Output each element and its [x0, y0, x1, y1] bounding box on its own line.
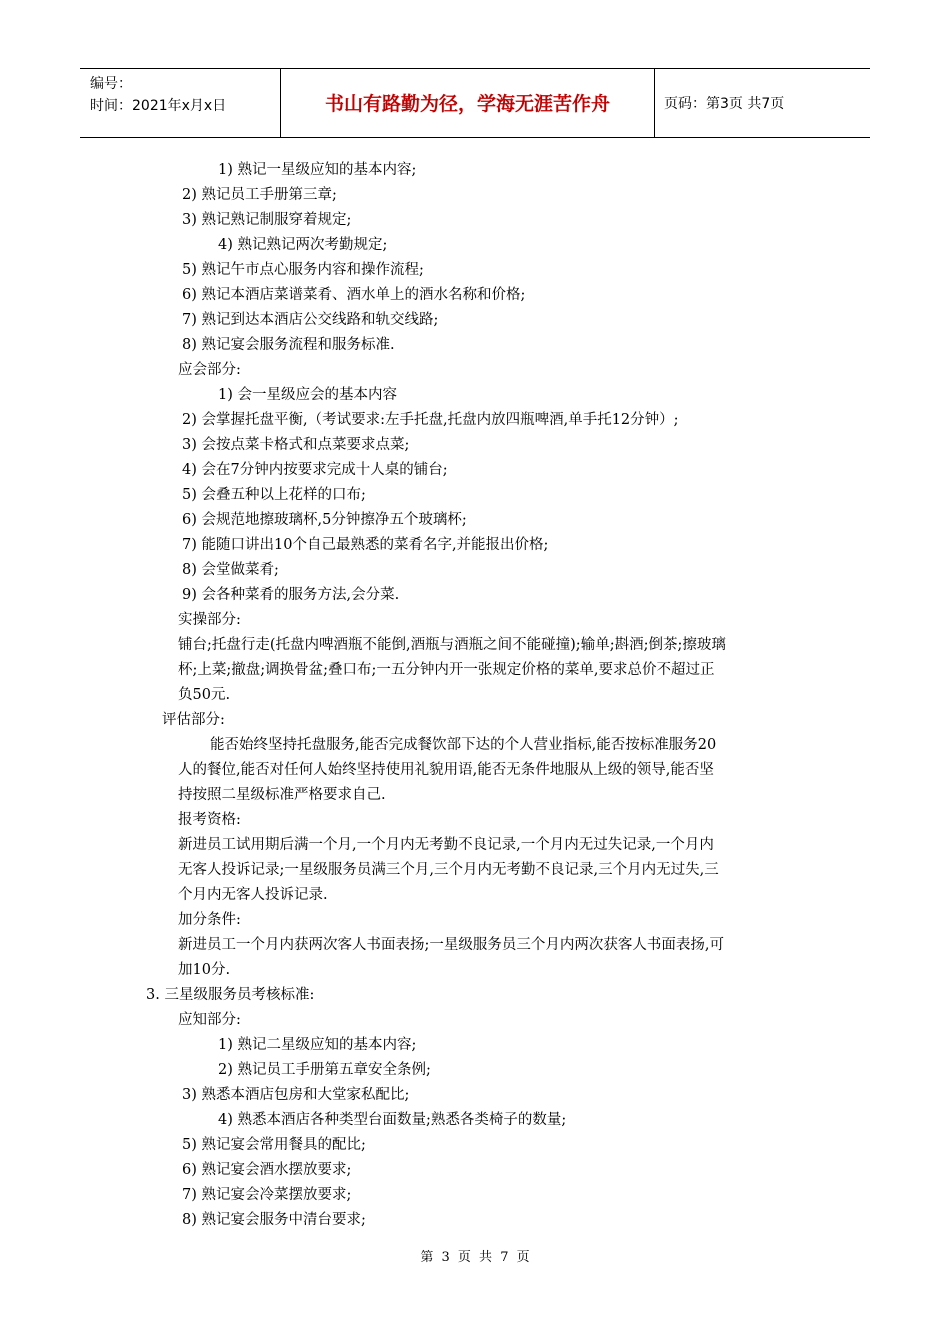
code-label: 编号：: [90, 76, 132, 92]
section-heading: 应知部分:: [178, 1012, 241, 1028]
section-heading: 报考资格:: [178, 812, 241, 828]
text-line: 能否始终坚持托盘服务,能否完成餐饮部下达的个人营业指标,能否按标准服务20: [210, 737, 717, 753]
text-line: 7) 熟记到达本酒店公交线路和轨交线路;: [182, 312, 439, 328]
text-line: 8) 熟记宴会服务中清台要求;: [182, 1212, 366, 1228]
text-line: 6) 熟记宴会酒水摆放要求;: [182, 1162, 352, 1178]
text-line: 5) 熟记宴会常用餐具的配比;: [182, 1137, 366, 1153]
text-line: 8) 会堂做菜肴;: [182, 562, 279, 578]
text-line: 4) 熟记熟记两次考勤规定;: [218, 237, 388, 253]
text-line: 4) 熟悉本酒店各种类型台面数量;熟悉各类椅子的数量;: [218, 1112, 567, 1128]
page-header: [80, 68, 870, 138]
page-footer: 第 3 页 共 7 页: [420, 1250, 530, 1265]
text-line: 2) 熟记员工手册第三章;: [182, 187, 337, 203]
text-line: 6) 熟记本酒店菜谱菜肴、酒水单上的酒水名称和价格;: [182, 287, 526, 303]
text-line: 9) 会各种菜肴的服务方法,会分菜.: [182, 587, 400, 603]
text-line: 铺台;托盘行走(托盘内啤酒瓶不能倒,酒瓶与酒瓶之间不能碰撞);输单;斟酒;倒茶;擦玻璃: [178, 637, 726, 653]
text-line: 负50元.: [178, 687, 231, 703]
text-line: 4) 会在7分钟内按要求完成十人桌的铺台;: [182, 462, 448, 478]
section-title: 3. 三星级服务员考核标准:: [146, 987, 315, 1003]
text-line: 8) 熟记宴会服务流程和服务标准.: [182, 337, 395, 353]
header-left: [90, 73, 226, 117]
time-label: 时间：2021年x月x日: [90, 98, 227, 114]
section-heading: 应会部分:: [178, 362, 241, 378]
text-line: 新进员工一个月内获两次客人书面表扬;一星级服务员三个月内两次获客人书面表扬,可: [178, 937, 724, 953]
header-divider: [654, 69, 655, 137]
text-line: 1) 熟记一星级应知的基本内容;: [218, 162, 417, 178]
text-line: 3) 熟记熟记制服穿着规定;: [182, 212, 352, 228]
section-heading: 评估部分:: [162, 712, 225, 728]
text-line: 1) 会一星级应会的基本内容: [218, 387, 397, 403]
text-line: 3) 熟悉本酒店包房和大堂家私配比;: [182, 1087, 410, 1103]
section-heading: 实操部分:: [178, 612, 241, 628]
text-line: 人的餐位,能否对任何人始终坚持使用礼貌用语,能否无条件地服从上级的领导,能否坚: [178, 762, 714, 778]
text-line: 2) 熟记员工手册第五章安全条例;: [218, 1062, 431, 1078]
text-line: 持按照二星级标准严格要求自己.: [178, 787, 386, 803]
header-motto: 书山有路勤为径，学海无涯苦作舟: [324, 93, 610, 115]
text-line: 6) 会规范地擦玻璃杯,5分钟擦净五个玻璃杯;: [182, 512, 467, 528]
section-heading: 加分条件:: [178, 912, 241, 928]
text-line: 7) 熟记宴会冷菜摆放要求;: [182, 1187, 352, 1203]
text-line: 加10分.: [178, 962, 231, 978]
text-line: 2) 会掌握托盘平衡,（考试要求:左手托盘,托盘内放四瓶啤酒,单手托12分钟）;: [182, 412, 679, 428]
text-line: 个月内无客人投诉记录.: [178, 887, 328, 903]
text-line: 5) 熟记午市点心服务内容和操作流程;: [182, 262, 424, 278]
text-line: 5) 会叠五种以上花样的口布;: [182, 487, 366, 503]
text-line: 7) 能随口讲出10个自己最熟悉的菜肴名字,并能报出价格;: [182, 537, 549, 553]
text-line: 新进员工试用期后满一个月,一个月内无考勤不良记录,一个月内无过失记录,一个月内: [178, 837, 714, 853]
text-line: 无客人投诉记录;一星级服务员满三个月,三个月内无考勤不良记录,三个月内无过失,三: [178, 862, 719, 878]
page-info: 页码：第3页 共7页: [664, 96, 785, 112]
text-line: 3) 会按点菜卡格式和点菜要求点菜;: [182, 437, 410, 453]
text-line: 1) 熟记二星级应知的基本内容;: [218, 1037, 417, 1053]
text-line: 杯;上菜;撤盘;调换骨盆;叠口布;一五分钟内开一张规定价格的菜单,要求总价不超过正: [178, 662, 715, 678]
